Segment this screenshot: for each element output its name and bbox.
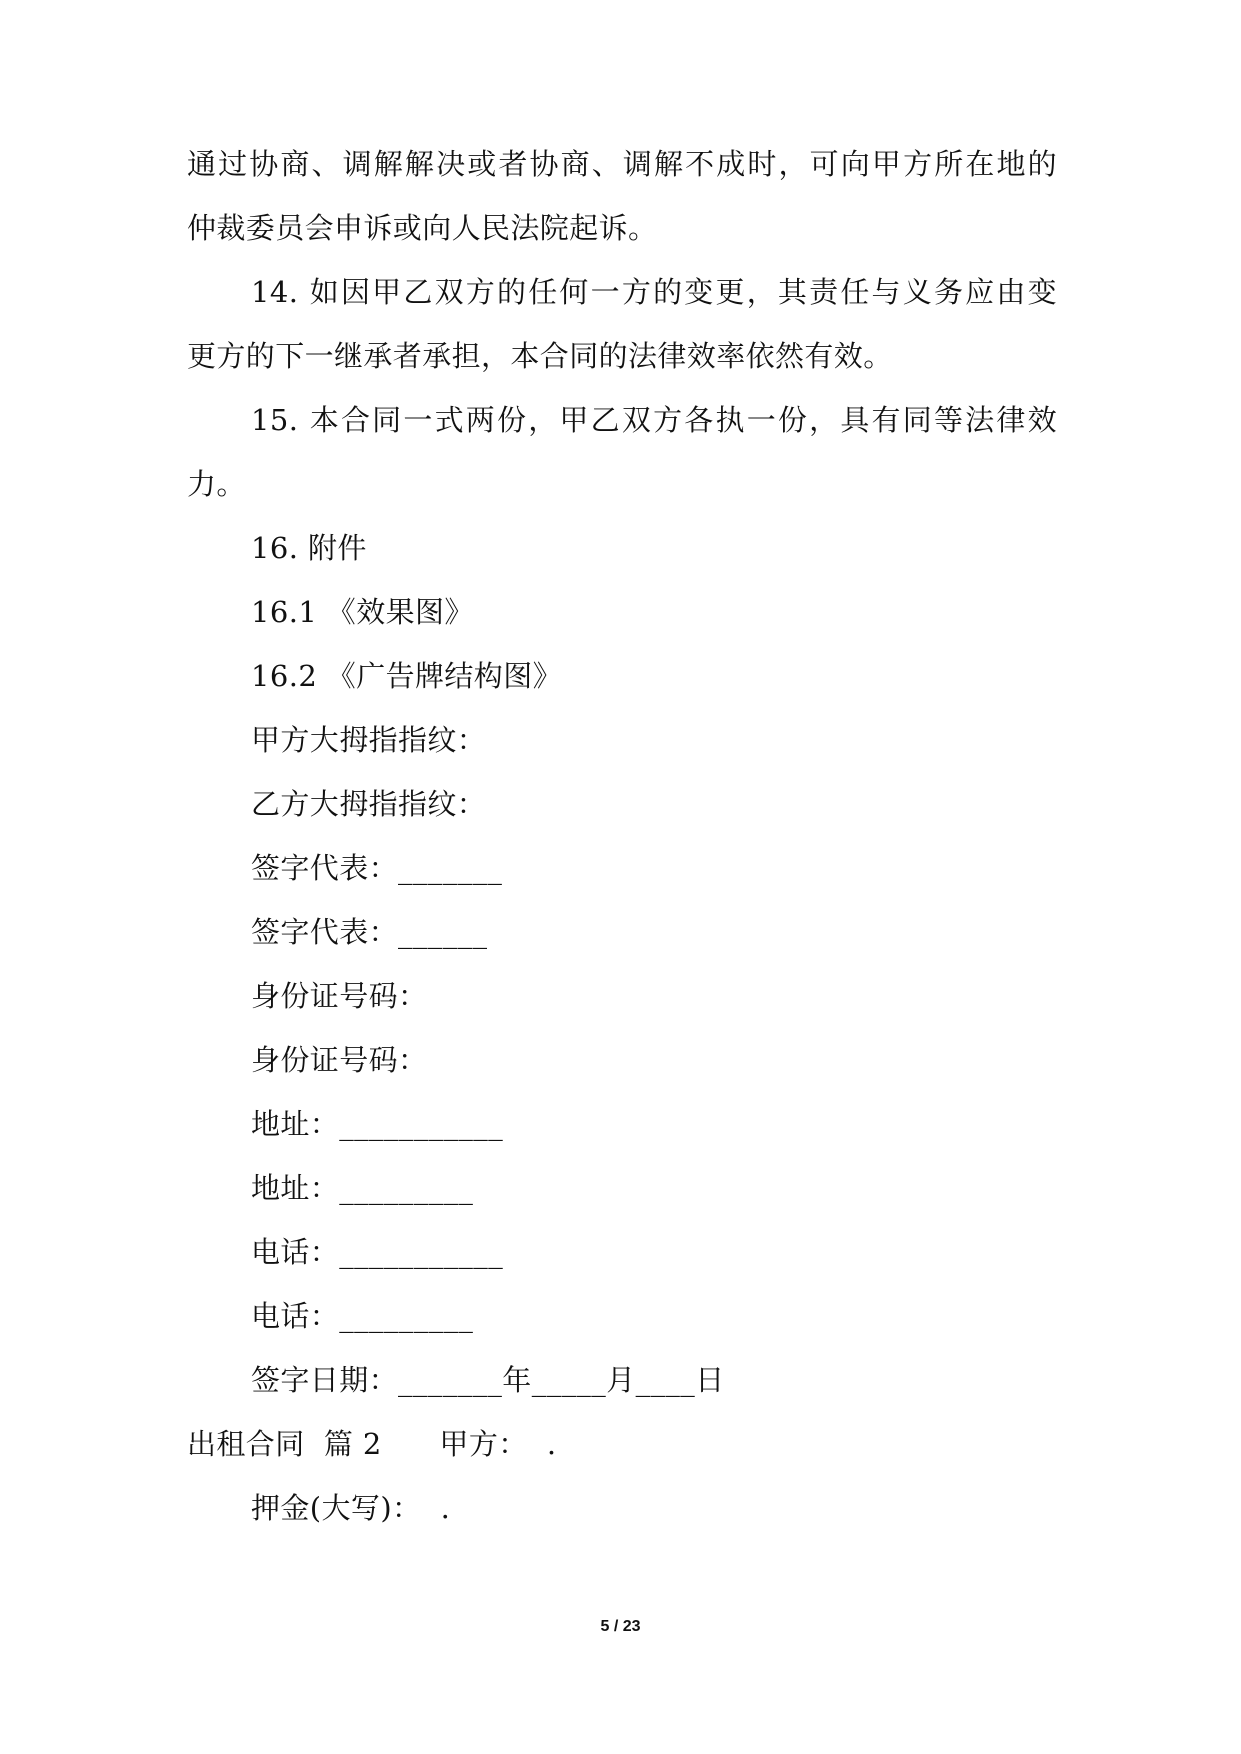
signing-rep-1: 签字代表：_______ — [251, 851, 503, 885]
party-b-thumbprint-label: 乙方大拇指指纹： — [251, 787, 487, 821]
deposit-line: 押金(大写)： . — [251, 1491, 451, 1525]
id-number-1: 身份证号码： — [251, 979, 428, 1013]
page-number: 5 / 23 — [600, 1618, 641, 1635]
clause-15-line-1: 15. 本合同一式两份，甲乙双方各执一份，具有同等法律效 — [251, 403, 1057, 437]
signing-date: 签字日期：_______年_____月____日 — [251, 1363, 725, 1397]
id-number-2: 身份证号码： — [251, 1043, 428, 1077]
party-a-thumbprint-label: 甲方大拇指指纹： — [251, 723, 487, 757]
clause-16-title: 16. 附件 — [251, 531, 367, 565]
clause-15-line-2: 力。 — [187, 467, 246, 501]
address-1: 地址：___________ — [251, 1107, 504, 1141]
signing-rep-2: 签字代表：______ — [251, 915, 488, 949]
paragraph-13-line-1: 通过协商、调解解决或者协商、调解不成时，可向甲方所在地的 — [187, 147, 1057, 181]
clause-14-line-2: 更方的下一继承者承担，本合同的法律效率依然有效。 — [187, 339, 893, 373]
phone-2: 电话：_________ — [251, 1299, 474, 1333]
clause-14-line-1: 14. 如因甲乙双方的任何一方的变更，其责任与义务应由变 — [251, 275, 1057, 309]
paragraph-13-line-2: 仲裁委员会申诉或向人民法院起诉。 — [187, 211, 658, 245]
phone-1: 电话：___________ — [251, 1235, 504, 1269]
address-2: 地址：_________ — [251, 1171, 474, 1205]
clause-16-item-2: 16.2 《广告牌结构图》 — [251, 659, 562, 693]
next-section-heading: 出租合同 篇 2 甲方： . — [187, 1427, 557, 1461]
clause-16-item-1: 16.1 《效果图》 — [251, 595, 474, 629]
